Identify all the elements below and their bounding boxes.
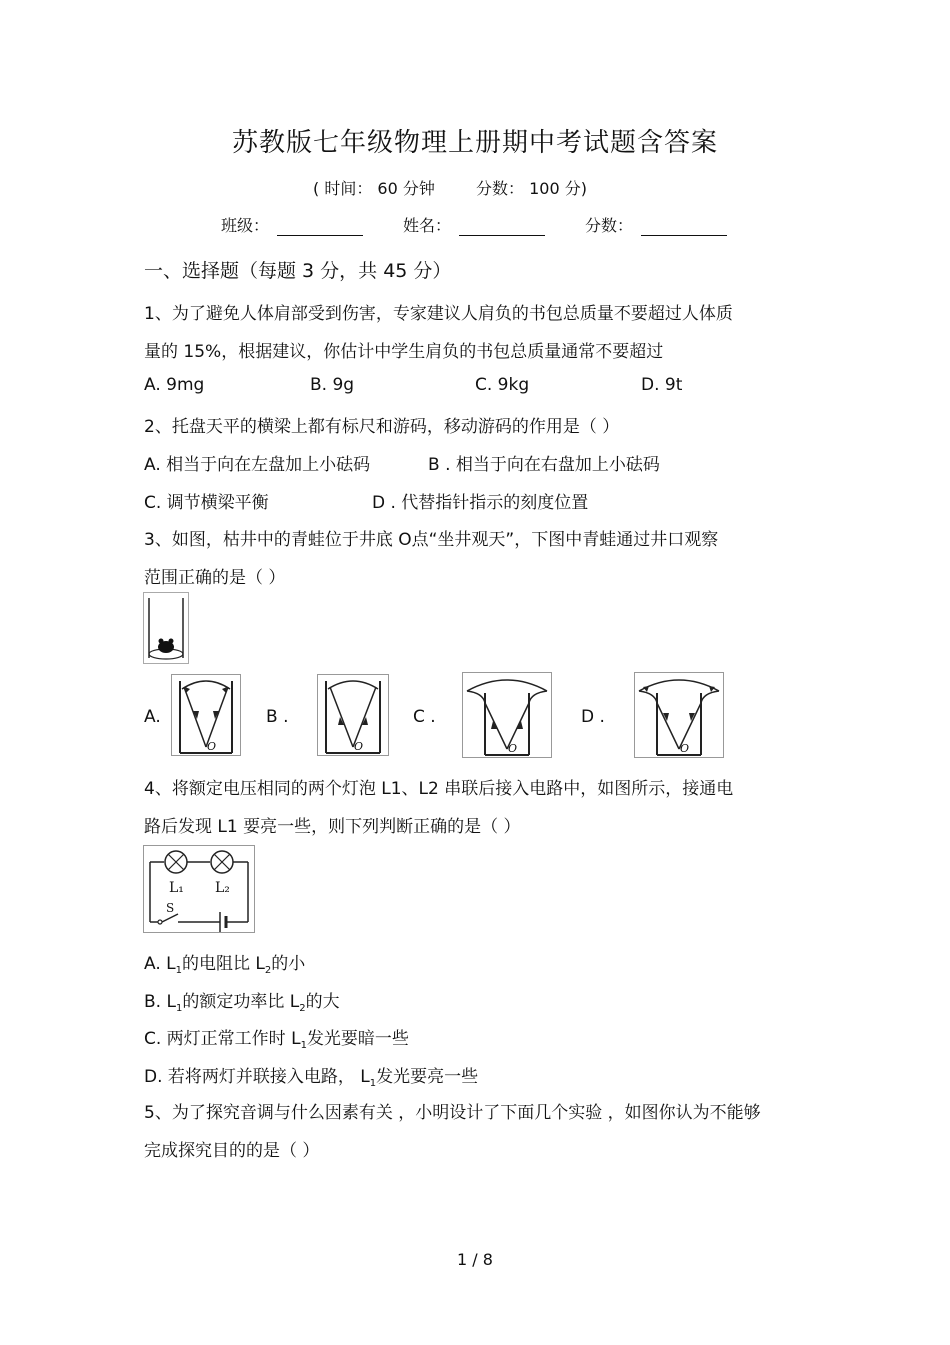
class-blank — [277, 219, 363, 236]
q2-option-b: B . 相当于向在右盘加上小砝码 — [428, 455, 660, 475]
q4-option-b: B. $L_1$的额定功率比 $L_2$的大 — [144, 992, 340, 1014]
q4-option-a: A. $L_1$的电阻比 $L_2$的小 — [144, 954, 306, 976]
lamp-l2-label: L₂ — [215, 880, 230, 896]
name-blank — [459, 219, 545, 236]
q3-option-d-diagram — [634, 672, 724, 758]
q3-stem-line1: 3、如图，枯井中的青蛙位于井底 O点“坐井观天”，下图中青蛙通过井口观察 — [144, 530, 719, 550]
lamp-l1-label: L₁ — [169, 880, 184, 896]
point-o-label: O — [508, 742, 518, 755]
q3-option-c-label: C . — [413, 707, 436, 727]
q3-option-b-label: B . — [266, 707, 289, 727]
q5-stem-line2: 完成探究目的的是（ ） — [144, 1141, 320, 1161]
switch-label: S — [166, 901, 175, 915]
q1-stem-line1: 1、为了避免人体肩部受到伤害，专家建议人肩负的书包总质量不要超过人体质 — [144, 304, 733, 324]
page-title: 苏教版七年级物理上册期中考试题含答案 — [231, 128, 718, 158]
score-label: 分数： — [585, 216, 634, 235]
q2-option-a: A. 相当于向在左盘加上小砝码 — [144, 455, 371, 475]
q1-stem-line2: 量的 15%，根据建议，你估计中学生肩负的书包总质量通常不要超过 — [144, 342, 664, 362]
q3-option-a-diagram — [171, 674, 241, 756]
q4-stem-line2: 路后发现 L1 要亮一些，则下列判断正确的是（ ） — [144, 817, 521, 837]
q3-stem-line2: 范围正确的是（ ） — [144, 568, 286, 588]
q1-option-c: C. 9kg — [475, 375, 530, 395]
q2-option-d: D . 代替指针指示的刻度位置 — [372, 493, 589, 513]
score-field — [585, 213, 727, 236]
q4-option-d: D. 若将两灯并联接入电路， $L_1$发光要亮一些 — [144, 1067, 479, 1089]
class-label: 班级： — [221, 216, 270, 235]
point-o-label: O — [354, 740, 364, 753]
exam-total-score: 分数： 100 分) — [476, 179, 587, 198]
well-frog-figure — [143, 592, 188, 662]
name-label: 姓名： — [403, 216, 452, 235]
point-o-label: O — [207, 740, 217, 753]
q2-stem: 2、托盘天平的横梁上都有标尺和游码，移动游码的作用是（ ） — [144, 417, 620, 437]
q1-option-b: B. 9g — [310, 375, 355, 395]
score-blank — [641, 219, 727, 236]
exam-time: ( 时间： 60 分钟 — [313, 179, 435, 198]
section-heading: 一、选择题（每题 3 分，共 45 分） — [144, 260, 452, 282]
q3-option-d-label: D . — [581, 707, 605, 727]
point-o-label: O — [680, 742, 690, 755]
q3-option-c-diagram — [462, 672, 552, 758]
series-circuit-diagram — [143, 845, 255, 933]
class-field — [221, 213, 363, 236]
q5-stem-line1: 5、为了探究音调与什么因素有关 ，小明设计了下面几个实验 ，如图你认为不能够 — [144, 1103, 761, 1123]
name-field — [403, 213, 545, 236]
page-number: 1 / 8 — [457, 1250, 493, 1269]
q3-option-a-label: A. — [144, 707, 161, 727]
q3-option-b-diagram — [317, 674, 389, 756]
q1-option-a: A. 9mg — [144, 375, 205, 395]
q1-option-d: D. 9t — [641, 375, 683, 395]
q2-option-c: C. 调节横梁平衡 — [144, 493, 269, 513]
q4-stem-line1: 4、将额定电压相同的两个灯泡 L1、L2 串联后接入电路中，如图所示，接通电 — [144, 779, 734, 799]
q4-option-c: C. 两灯正常工作时 $L_1$发光要暗一些 — [144, 1029, 409, 1051]
